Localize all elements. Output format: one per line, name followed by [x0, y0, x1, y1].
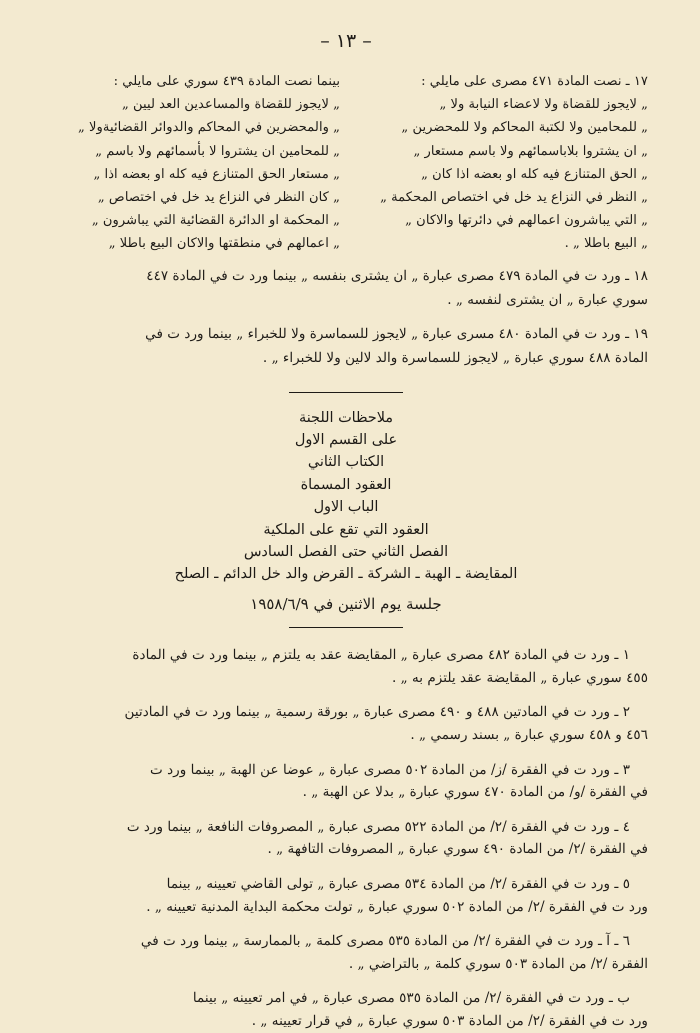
text-line: بينما نصت المادة ٤٣٩ سوري على مايلي :	[113, 74, 340, 89]
divider-rule	[289, 627, 403, 628]
list-item	[44, 701, 648, 746]
section-heading	[44, 407, 648, 616]
divider-rule	[289, 392, 403, 393]
text-line: في الفقرة /و/ من المادة ٤٧٠ سوري عبارة „ بدلا عن الهبة „ .	[302, 784, 648, 801]
comparison-columns	[44, 70, 648, 256]
heading-line: ملاحظات اللجنة	[299, 409, 393, 426]
column-right-egyptian-text	[352, 70, 648, 256]
text-line: ورد ت في الفقرة /٢/ من المادة ٥٠٣ سوري عبارة „ في قرار تعيينه „ .	[251, 1013, 648, 1029]
heading-line: على القسم الاول	[294, 432, 398, 449]
text-line: ٤٥٥ سوري عبارة „ المقايضة عقد يلتزم به „ .	[391, 669, 648, 686]
text-line: المادة ٤٨٨ سوري عبارة „ لايجوز للسماسرة والد لالين ولا للخبراء „ .	[262, 349, 648, 366]
text-line: الفقرة /٢/ من المادة ٥٠٣ سوري كلمة „ بالتراضي „ .	[348, 955, 648, 972]
text-line: ٣ ـ ورد ت في الفقرة /ز/ من المادة ٥٠٢ مصرى عبارة „ عوضا عن الهبة „ بينما ورد ت	[149, 761, 630, 778]
text-line: في الفقرة /٢/ من المادة ٤٩٠ سوري عبارة „ المصروفات التافهة „ .	[267, 841, 648, 858]
text-line: ٤ ـ ورد ت في الفقرة /٢/ من المادة ٥٢٢ مصرى عبارة „ المصروفات النافعة „ بينما ورد ت	[126, 818, 630, 835]
text-line: ورد ت في الفقرة /٢/ من المادة ٥٠٢ سوري عبارة „ تولت محكمة البداية المدنية تعيينه „ .	[146, 898, 648, 915]
text-line: ١٩ ـ ورد ت في المادة ٤٨٠ مسرى عبارة „ لايجوز للسماسرة ولا للخبراء „ بينما ورد ت في	[145, 325, 648, 342]
page-number: – ١٣ –	[320, 30, 372, 52]
list-item	[44, 873, 648, 918]
text-line: ١٨ ـ ورد ت في المادة ٤٧٩ مصرى عبارة „ ان يشترى بنفسه „ بينما ورد ت في المادة ٤٤٧	[146, 267, 648, 284]
text-line: „ التي يباشرون اعمالهم في دائرتها والاكان „	[405, 213, 648, 229]
session-date: جلسة يوم الاثنين في ١٩٥٨/٦/٩	[250, 594, 442, 613]
text-line: ٤٥٦ و ٤٥٨ سوري عبارة „ بسند رسمي „ .	[410, 727, 648, 744]
column-left-syrian-text	[44, 70, 340, 256]
text-line: „ المحكمة او الدائرة القضائية التي يباشرون „	[91, 213, 340, 229]
text-line: „ لايجوز للقضاة ولا لاعضاء النيابة ولا „	[439, 97, 648, 113]
note-19	[44, 322, 648, 370]
heading-line: الفصل الثاني حتى الفصل السادس	[243, 544, 449, 561]
list-item	[44, 816, 648, 861]
text-line: ١ ـ ورد ت في المادة ٤٨٢ مصرى عبارة „ المقايضة عقد به يلتزم „ بينما ورد ت في المادة	[132, 647, 630, 664]
text-line: „ اعمالهم في منطقتها والاكان البيع باطلا „	[108, 236, 340, 252]
heading-line: الباب الاول	[313, 499, 379, 516]
text-line: „ النظر في النزاع يد خل في اختصاص المحكمة „	[380, 190, 648, 206]
text-line: „ للمحامين ان يشتروا لا بأسمائهم ولا باسم „	[95, 143, 340, 159]
list-item	[44, 759, 648, 804]
text-line: ٦ ـ آ ـ ورد ت في الفقرة /٢/ من المادة ٥٣٥ مصرى كلمة „ بالممارسة „ بينما ورد ت في	[140, 933, 630, 950]
text-line: „ الحق المتنازع فيه كله او بعضه اذا كان „	[421, 166, 648, 182]
text-line: „ ان يشتروا بلاباسمائهم ولا باسم مستعار „	[413, 143, 648, 159]
text-line: ١٧ ـ نصت المادة ٤٧١ مصرى على مايلي :	[421, 74, 648, 89]
heading-line: العقود المسماة	[300, 476, 392, 493]
heading-line: المقايضة ـ الهبة ـ الشركة ـ القرض والد خل الدائم ـ الصلح	[174, 566, 518, 583]
text-line: سوري عبارة „ ان يشترى لنفسه „ .	[447, 291, 648, 308]
list-item	[44, 987, 648, 1032]
text-line: „ لايجوز للقضاة والمساعدين العد ليين „	[121, 97, 340, 113]
heading-line: الكتاب الثاني	[307, 454, 385, 471]
list-item	[44, 930, 648, 975]
note-18	[44, 264, 648, 312]
text-line: ٢ ـ ورد ت في المادتين ٤٨٨ و ٤٩٠ مصرى عبارة „ بورقة رسمية „ بينما ورد ت في المادتين	[124, 704, 630, 721]
text-line: ب ـ ورد ت في الفقرة /٢/ من المادة ٥٣٥ مصرى عبارة „ في امر تعيينه „ بينما	[192, 990, 630, 1007]
text-line: „ مستعار الحق المتنازع فيه كله او بعضه اذا „	[93, 166, 340, 182]
text-line: „ البيع باطلا „ .	[564, 236, 648, 252]
text-line: „ للمحامين ولا لكتبة المحاكم ولا للمحضرين „	[401, 120, 648, 136]
text-line: „ كان النظر في النزاع يد خل في اختصاص „	[97, 190, 340, 206]
text-line: ٥ ـ ورد ت في الفقرة /٢/ من المادة ٥٣٤ مصرى عبارة „ تولى القاضي تعيينه „ بينما	[166, 876, 630, 893]
text-line: „ والمحضرين في المحاكم والدوائر القضائيةولا „	[78, 120, 340, 136]
list-item	[44, 644, 648, 689]
heading-line: العقود التي تقع على الملكية	[263, 521, 429, 538]
remarks-list	[44, 644, 648, 1032]
